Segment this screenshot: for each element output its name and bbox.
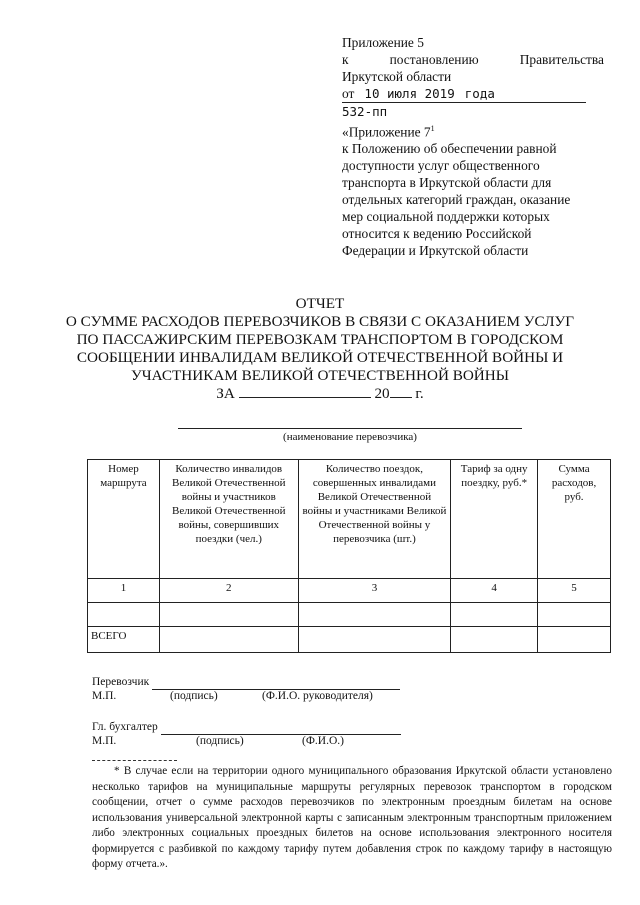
carrier-sign-caption: (подпись): [170, 690, 218, 702]
report-title: [60, 295, 580, 403]
header-expense-sum: Сумма расходов, руб.: [538, 460, 611, 579]
carrier-signature-field[interactable]: [152, 675, 400, 690]
table-cell[interactable]: [298, 603, 451, 627]
date-prefix: от: [342, 86, 355, 101]
appendix7-superscript: 1: [430, 124, 435, 133]
regulation-line-5: мер социальной поддержки которых: [342, 209, 550, 225]
total-cell[interactable]: [159, 627, 298, 653]
table-cell[interactable]: [538, 603, 611, 627]
table-cell[interactable]: [451, 603, 538, 627]
period-prefix: ЗА: [216, 385, 235, 402]
date-value: 10 июля 2019: [364, 86, 455, 101]
decree-word-3: Правительства: [519, 52, 604, 67]
accountant-stamp-label: М.П.: [92, 735, 117, 747]
header-tariff: Тариф за одну поездку, руб.*: [451, 460, 538, 579]
year-blank[interactable]: [390, 397, 412, 398]
table-row: [88, 603, 611, 627]
carrier-stamp-row: [92, 689, 116, 703]
table-cell[interactable]: [159, 603, 298, 627]
appendix-header: [342, 34, 604, 259]
appendix7-title: [342, 120, 604, 140]
col-number-2: 2: [159, 579, 298, 603]
col-number-5: 5: [538, 579, 611, 603]
appendix-number: Приложение 5: [342, 35, 424, 50]
carrier-caption: (наименование перевозчика): [283, 431, 417, 443]
header-route-number: Номер маршрута: [88, 460, 160, 579]
col-number-4: 4: [451, 579, 538, 603]
regulation-line-4: отдельных категорий граждан, оказание: [342, 192, 571, 208]
accountant-label: Гл. бухгалтер: [92, 721, 158, 733]
footnote-separator: [92, 760, 177, 761]
period-year: 20: [374, 385, 390, 402]
total-cell[interactable]: [298, 627, 451, 653]
region-name: Иркутской области: [342, 69, 452, 84]
carrier-label: Перевозчик: [92, 676, 150, 688]
total-cell[interactable]: [451, 627, 538, 653]
report-period: [60, 385, 580, 403]
date-underline: [342, 85, 586, 103]
header-passenger-count: Количество инвалидов Великой Отечественной войны и участников Великой Отечественной войны, совершивших поездки (чел.): [159, 460, 298, 579]
regulation-line-6: относится к ведению Российской: [342, 226, 532, 242]
stamp-label: М.П.: [92, 690, 117, 702]
col-number-1: 1: [88, 579, 160, 603]
column-number-row: [88, 579, 611, 603]
table-cell[interactable]: [88, 603, 160, 627]
decree-number: 532-пп: [342, 104, 388, 119]
regulation-line-7: Федерации и Иркутской области: [342, 243, 529, 259]
title-line-2: О СУММЕ РАСХОДОВ ПЕРЕВОЗЧИКОВ В СВЯЗИ С ОКАЗАНИЕМ УСЛУГ: [65, 313, 575, 330]
period-blank[interactable]: [239, 397, 371, 398]
regulation-line-3: транспорта в Иркутской области для: [342, 175, 552, 191]
title-line-4: СООБЩЕНИИ ИНВАЛИДАМ ВЕЛИКОЙ ОТЕЧЕСТВЕННОЙ ВОЙНЫ И: [76, 349, 564, 366]
regulation-line-2: доступности услуг общественного: [342, 158, 540, 174]
total-row: [88, 627, 611, 653]
accountant-name-caption: (Ф.И.О.): [302, 735, 344, 747]
regulation-line-1: к Положению об обеспечении равной: [342, 141, 557, 157]
col-number-3: 3: [298, 579, 451, 603]
title-line-3: ПО ПАССАЖИРСКИМ ПЕРЕВОЗКАМ ТРАНСПОРТОМ В ГОРОДСКОМ: [76, 331, 564, 348]
total-cell[interactable]: [538, 627, 611, 653]
report-table: [87, 459, 611, 653]
accountant-signature-line: [92, 720, 401, 735]
period-suffix: г.: [415, 385, 424, 402]
title-line-5: УЧАСТНИКАМ ВЕЛИКОЙ ОТЕЧЕСТВЕННОЙ ВОЙНЫ: [131, 367, 509, 384]
accountant-signature-field[interactable]: [161, 720, 401, 735]
carrier-name-field[interactable]: [178, 428, 522, 429]
footnote: * В случае если на территории одного муниципального образования Иркутской области установлено несколько тарифов на муниципальные маршруты регулярных перевозок транспортом в городском сообщении, отчет о сумме расходов перевозчиков по электронным проездным билетам на основе использования универсальной электронной карты с записанным электронным транспортным приложением либо электронных социальных проездных билетов на основе использования электронного носителя формируется с разбивкой по каждому тарифу путем добавления строк по каждому тарифу в настоящую форму отчета.».: [92, 765, 612, 870]
decree-date-line: [342, 85, 604, 103]
decree-word-2: постановлению: [389, 52, 479, 67]
accountant-sign-caption: (подпись): [196, 735, 244, 747]
decree-reference: [342, 51, 604, 68]
carrier-signature-line: [92, 675, 400, 690]
header-trip-count: Количество поездок, совершенных инвалидами Великой Отечественной войны и участниками Великой Отечественной войны у перевозчика (шт.): [298, 460, 451, 579]
total-label: ВСЕГО: [88, 627, 160, 653]
carrier-name-caption: (Ф.И.О. руководителя): [262, 690, 373, 702]
decree-word-1: к: [342, 52, 349, 67]
appendix7-text: «Приложение 7: [342, 124, 431, 140]
date-suffix: года: [464, 86, 495, 101]
table-header-row: [88, 460, 611, 579]
title-line-1: ОТЧЕТ: [295, 295, 345, 312]
